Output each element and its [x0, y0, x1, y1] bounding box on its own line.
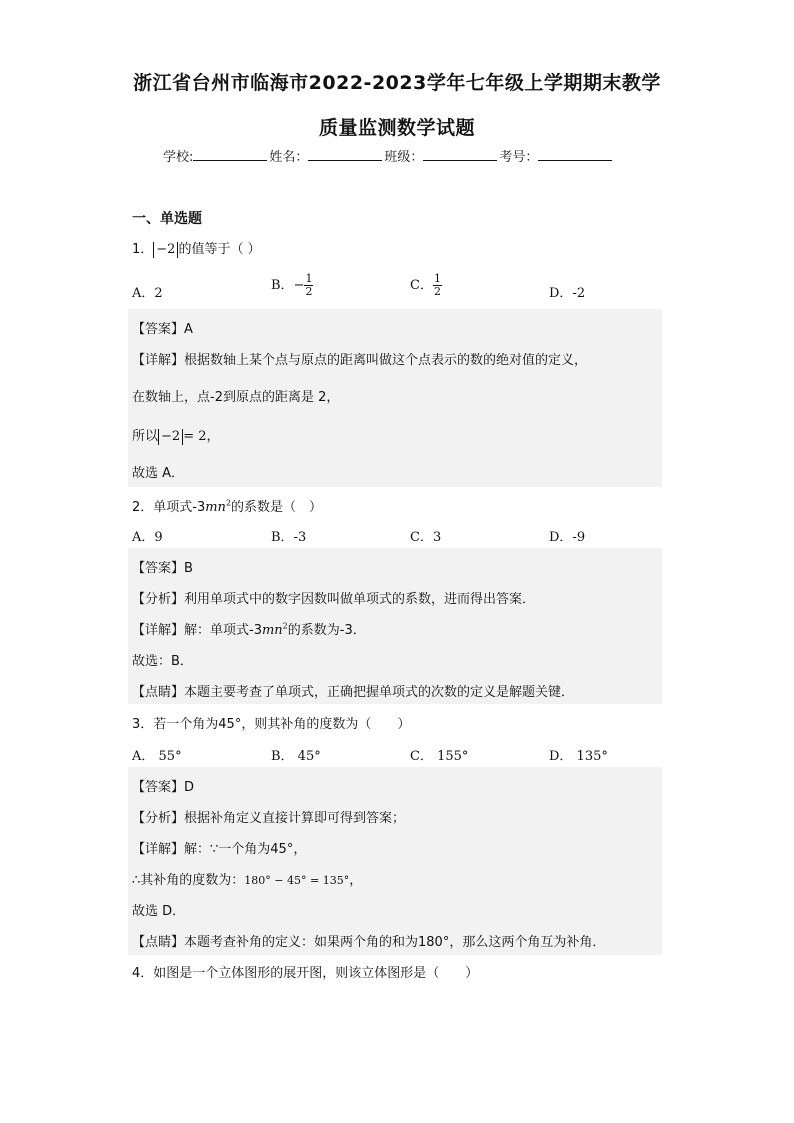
q1-option-b-sign: − — [293, 278, 305, 293]
student-info-row — [163, 146, 614, 165]
q3-option-b: B． 45° — [271, 749, 321, 764]
q2-stem-variable: mn — [205, 500, 226, 515]
fraction-numerator: 1 — [305, 272, 313, 285]
q2-detail-variable: mn — [261, 623, 283, 638]
q3-answer-box — [128, 767, 662, 955]
question-1-stem-tail: 的值等于（ ） — [178, 242, 261, 257]
q1-detail-line3 — [132, 425, 219, 445]
q1-option-c-label: C． — [410, 278, 433, 293]
class-blank — [423, 148, 497, 161]
q1-option-b-fraction — [304, 273, 313, 298]
absolute-value-expression: −2 — [158, 429, 183, 445]
absolute-value-expression: −2 — [153, 242, 178, 258]
q2-answer-box — [128, 548, 662, 704]
document-title-line1: 浙江省台州市临海市2022-2023学年七年级上学期期末教学 — [133, 72, 661, 94]
q3-option-a: A． 55° — [132, 749, 182, 764]
q2-analysis: 【分析】利用单项式中的数字因数叫做单项式的系数，进而得出答案． — [132, 592, 536, 607]
q3-option-d: D． 135° — [549, 749, 608, 764]
q3-answer: 【答案】D — [132, 780, 195, 795]
document-title-line2: 质量监测数学试题 — [318, 117, 475, 139]
class-label: 班级： — [384, 150, 424, 165]
question-4-stem: 4．如图是一个立体图形的展开图，则该立体图形是（ ） — [132, 966, 479, 981]
q3-analysis: 【分析】根据补角定义直接计算即可得到答案； — [132, 811, 406, 826]
exam-no-label: 考号： — [499, 150, 539, 165]
q3-detail: 【详解】解：∵一个角为45°， — [132, 842, 307, 857]
section-title: 一、单选题 — [132, 211, 202, 227]
fraction-denominator: 2 — [305, 285, 313, 298]
q3-line2-prefix: ∴其补角的度数为： — [132, 873, 245, 888]
q2-option-a: A．9 — [132, 530, 163, 545]
q2-choice: 故选：B． — [132, 654, 193, 669]
q3-line2-math: 180° − 45° = 135° — [244, 874, 350, 887]
q2-comment: 【点睛】本题主要考查了单项式，正确把握单项式的次数的定义是解题关键． — [132, 685, 575, 700]
q2-option-d: D．-9 — [549, 530, 586, 545]
name-blank — [308, 148, 382, 161]
exam-no-blank — [538, 148, 612, 161]
q1-choice: 故选 A． — [132, 466, 185, 481]
q2-stem-suffix: 的系数是（ ） — [231, 500, 323, 515]
q1-option-c-fraction — [433, 273, 442, 298]
question-2-stem — [132, 496, 322, 515]
q2-detail-prefix: 【详解】解：单项式-3 — [132, 623, 262, 638]
question-1-stem — [132, 238, 261, 258]
q1-line3-suffix: = 2， — [183, 429, 220, 444]
q2-stem-exponent: 2 — [225, 498, 232, 508]
fraction-numerator: 1 — [433, 272, 441, 285]
fraction-denominator: 2 — [433, 285, 441, 298]
q1-option-c — [410, 273, 442, 298]
question-1-number: 1． — [132, 242, 154, 257]
q1-line3-prefix: 所以 — [132, 429, 159, 444]
school-label: 学校: — [163, 150, 194, 165]
q2-detail-suffix: 的系数为-3． — [287, 623, 366, 638]
q3-choice: 故选 D． — [132, 904, 186, 919]
q1-option-d: D．-2 — [549, 286, 586, 301]
q1-option-b-label: B． — [271, 278, 294, 293]
q3-detail-line2 — [132, 869, 362, 888]
q2-answer: 【答案】B — [132, 561, 193, 576]
q3-option-c: C． 155° — [410, 749, 469, 764]
question-3-stem: 3．若一个角为45°，则其补角的度数为（ ） — [132, 717, 411, 732]
q3-comment: 【点睛】本题考查补角的定义：如果两个角的和为180°，那么这两个角互为补角． — [132, 935, 606, 950]
q2-option-b: B．-3 — [271, 530, 307, 545]
q2-stem-prefix: 2．单项式-3 — [132, 500, 206, 515]
q3-line2-suffix: ， — [349, 873, 363, 888]
q1-answer-box — [128, 309, 662, 487]
q2-detail — [132, 619, 366, 638]
q1-answer: 【答案】A — [132, 322, 193, 337]
name-label: 姓名： — [269, 150, 309, 165]
q1-option-a: A．2 — [132, 286, 163, 301]
q2-detail-exponent: 2 — [282, 621, 288, 631]
q1-detail-line2: 在数轴上，点-2到原点的距离是 2， — [132, 390, 340, 405]
q1-option-b — [271, 273, 313, 298]
school-blank — [193, 148, 267, 161]
q2-option-c: C．3 — [410, 530, 442, 545]
q1-detail: 【详解】根据数轴上某个点与原点的距离叫做这个点表示的数的绝对值的定义， — [132, 353, 588, 368]
